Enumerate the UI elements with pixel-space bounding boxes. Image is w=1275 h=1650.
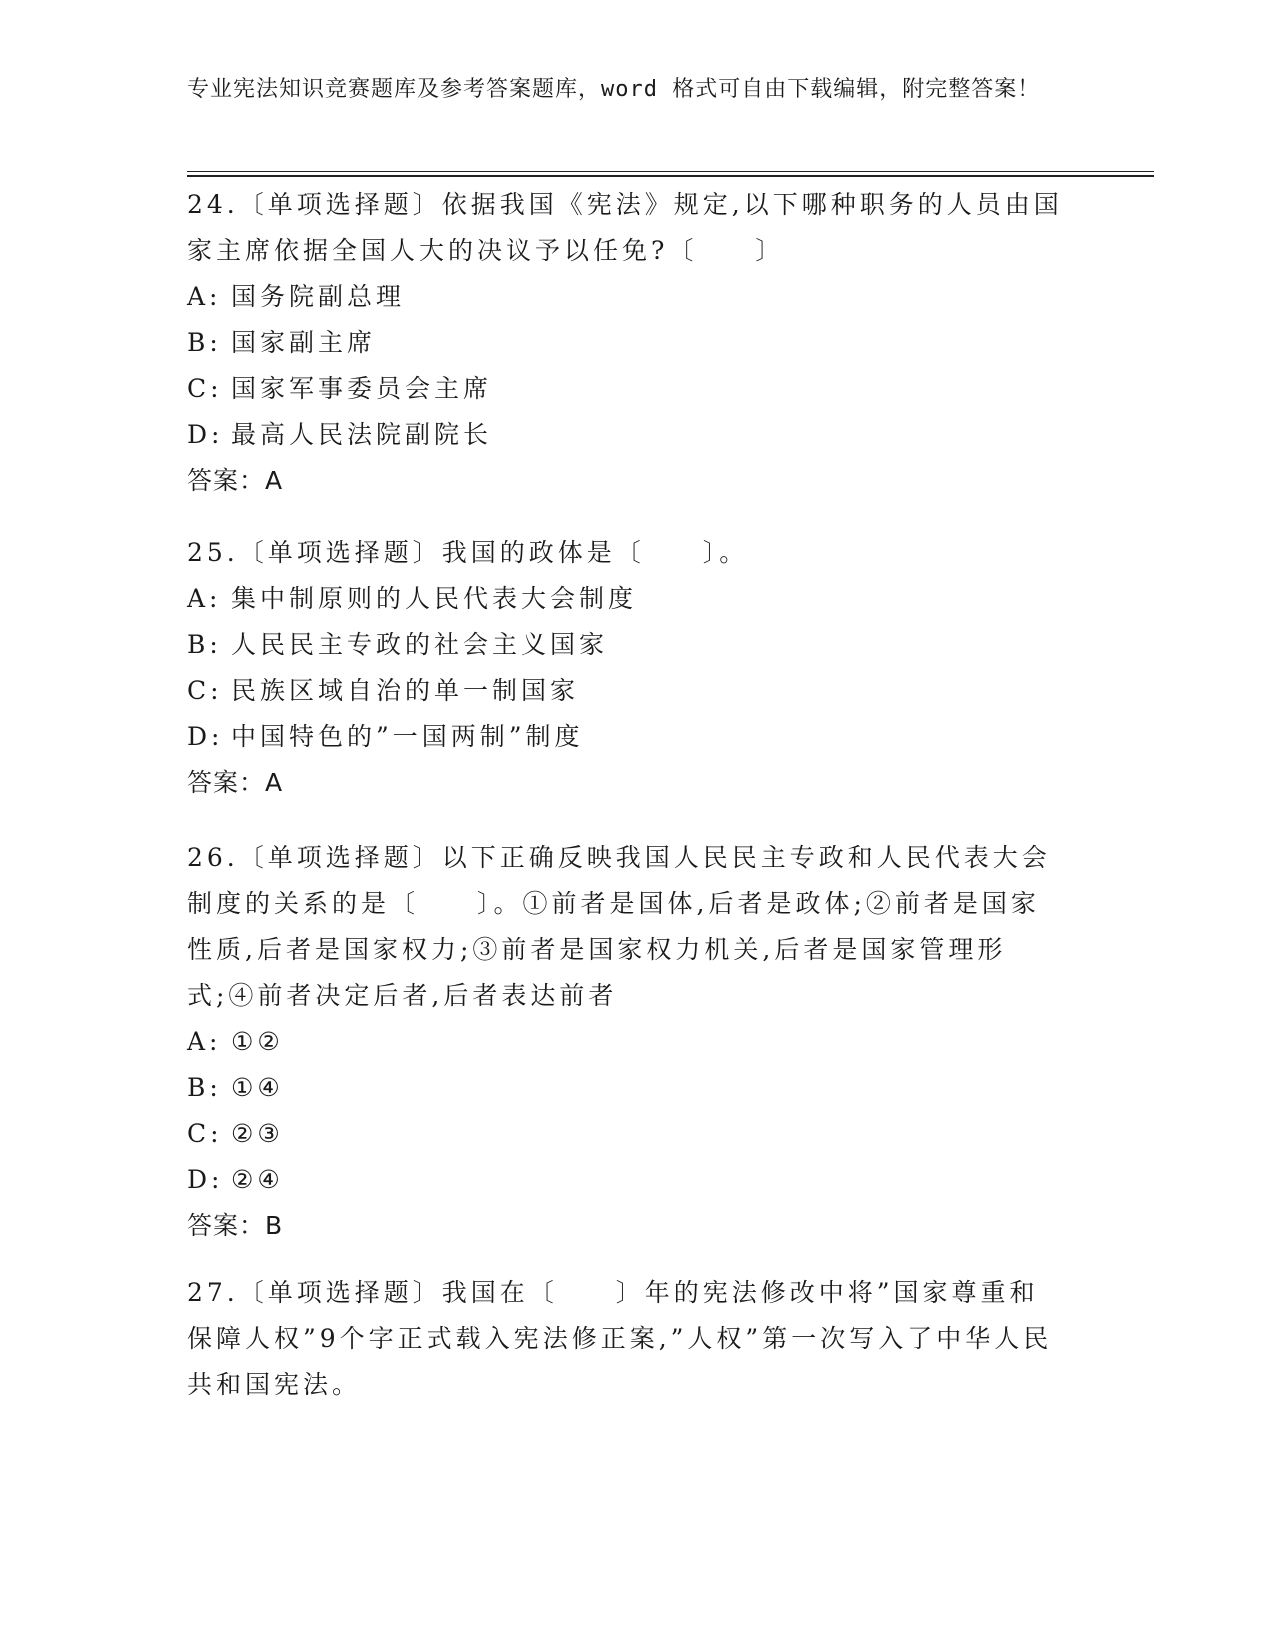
question-24	[187, 182, 1067, 504]
question-stem: 24.〔单项选择题〕依据我国《宪法》规定,以下哪种职务的人员由国家主席依据全国人大的决议予以任免?〔 〕	[187, 190, 1063, 265]
header-divider-thick	[187, 175, 1154, 177]
option-a	[187, 274, 1067, 320]
option-text: 中国特色的”一国两制”制度	[231, 722, 584, 751]
option-b	[187, 320, 1067, 366]
question-stem: 27.〔单项选择题〕我国在〔 〕年的宪法修改中将”国家尊重和保障人权”9个字正式载入宪法修正案,”人权”第一次写入了中华人民共和国宪法。	[187, 1278, 1053, 1399]
answer: 答案：A	[187, 768, 284, 797]
option-label: C:	[187, 676, 223, 705]
option-text: 国家军事委员会主席	[231, 374, 493, 403]
option-label: D:	[187, 420, 224, 449]
answer: 答案：A	[187, 466, 284, 495]
option-label: D:	[187, 1165, 224, 1194]
option-text: 集中制原则的人民代表大会制度	[231, 584, 638, 613]
option-d	[187, 412, 1067, 458]
question-25	[187, 530, 1067, 806]
option-text: 国家副主席	[231, 328, 377, 357]
option-label: D:	[187, 722, 224, 751]
option-text: ②④	[231, 1165, 284, 1194]
option-label: A:	[187, 584, 222, 613]
answer: 答案：B	[187, 1211, 284, 1240]
option-c	[187, 1111, 1067, 1157]
option-text: 最高人民法院副院长	[231, 420, 493, 449]
option-c	[187, 668, 1067, 714]
option-text: ②③	[231, 1119, 284, 1148]
option-b	[187, 1065, 1067, 1111]
question-stem: 26.〔单项选择题〕以下正确反映我国人民民主专政和人民代表大会制度的关系的是〔 〕。①前者是国体,后者是政体;②前者是国家性质,后者是国家权力;③前者是国家权力机关,后者是国家管理形式;④前者决定后者,后者表达前者	[187, 843, 1051, 1010]
header-text: 专业宪法知识竞赛题库及参考答案题库，word 格式可自由下载编辑，附完整答案！	[187, 77, 1041, 102]
option-label: B:	[187, 328, 222, 357]
option-d	[187, 1157, 1067, 1203]
option-a	[187, 1019, 1067, 1065]
option-text: 国务院副总理	[231, 282, 406, 311]
question-27	[187, 1270, 1067, 1408]
option-label: B:	[187, 1073, 222, 1102]
option-d	[187, 714, 1067, 760]
question-26	[187, 835, 1067, 1249]
option-text: ①②	[231, 1027, 284, 1056]
question-stem: 25.〔单项选择题〕我国的政体是〔 〕。	[187, 538, 749, 567]
option-label: A:	[187, 282, 222, 311]
option-label: C:	[187, 374, 223, 403]
option-b	[187, 622, 1067, 668]
option-label: C:	[187, 1119, 223, 1148]
header-divider-thin	[187, 171, 1154, 172]
document-header	[187, 74, 1067, 106]
option-label: B:	[187, 630, 222, 659]
option-text: 民族区域自治的单一制国家	[231, 676, 580, 705]
option-c	[187, 366, 1067, 412]
option-text: 人民民主专政的社会主义国家	[231, 630, 609, 659]
option-label: A:	[187, 1027, 222, 1056]
option-a	[187, 576, 1067, 622]
option-text: ①④	[231, 1073, 284, 1102]
